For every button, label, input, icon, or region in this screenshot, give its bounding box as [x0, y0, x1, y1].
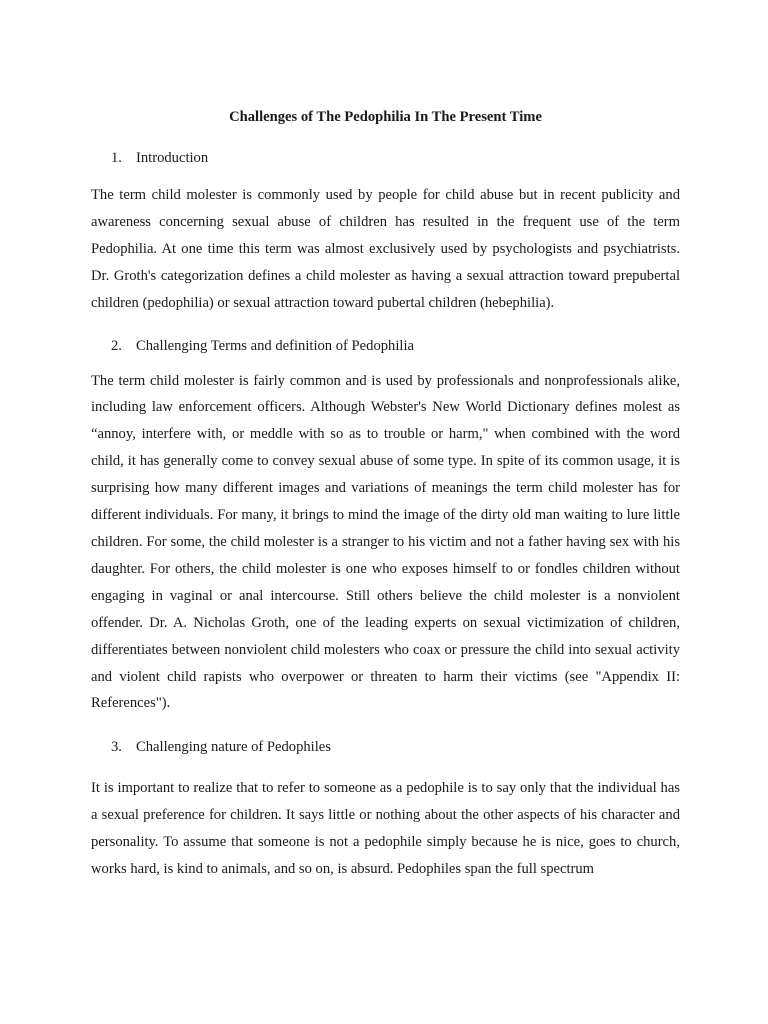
section-heading-introduction [91, 148, 680, 168]
section-number: 3. [111, 739, 122, 756]
section-paragraph-introduction: The term child molester is commonly used by people for child abuse but in recent publicity and awareness concerning sexual abuse of children has resulted in the frequent use of the term Pedophilia. At one time this term was almost exclusively used by psychologists and psychiatrists. Dr. Groth's categorization defines a child molester as having a sexual attraction toward prepubertal children (pedophilia) or sexual attraction toward pubertal children (hebephilia). [91, 187, 680, 311]
section-paragraph-terms: The term child molester is fairly common and is used by professionals and nonprofessionals alike, including law enforcement officers. Although Webster's New World Dictionary defines molest as “annoy, interfere with, or meddle with so as to trouble or harm," when combined with the word child, it has generally come to convey sexual abuse of some type. In spite of its common usage, it is surprising how many different images and variations of meanings the term child molester has for different individuals. For many, it brings to mind the image of the dirty old man waiting to lure little children. For some, the child molester is a stranger to his victim and not a father having sex with his daughter. For others, the child molester is one who exposes himself to or fondles children without engaging in vaginal or anal intercourse. Still others believe the child molester is a nonviolent offender. Dr. A. Nicholas Groth, one of the leading experts on sexual victimization of children, differentiates between nonviolent child molesters who coax or pressure the child into sexual activity and violent child rapists who overpower or threaten to harm their victims (see "Appendix II: References"). [91, 372, 680, 712]
section-heading-text: Challenging Terms and definition of Pedophilia [136, 337, 414, 354]
document-title: Challenges of The Pedophilia In The Present Time [229, 109, 542, 125]
section-number: 1. [111, 150, 122, 166]
section-heading-nature [91, 737, 680, 757]
section-heading-terms [91, 336, 680, 356]
section-paragraph-nature: It is important to realize that to refer to someone as a pedophile is to say only that the individual has a sexual preference for children. It says little or nothing about the other aspects of his character and personality. To assume that someone is not a pedophile simply because he is nice, goes to church, works hard, is kind to animals, and so on, is absurd. Pedophiles span the full spectrum [91, 780, 680, 878]
section-number: 2. [111, 337, 122, 354]
section-heading-text: Challenging nature of Pedophiles [136, 739, 331, 756]
section-heading-text: Introduction [136, 150, 209, 166]
